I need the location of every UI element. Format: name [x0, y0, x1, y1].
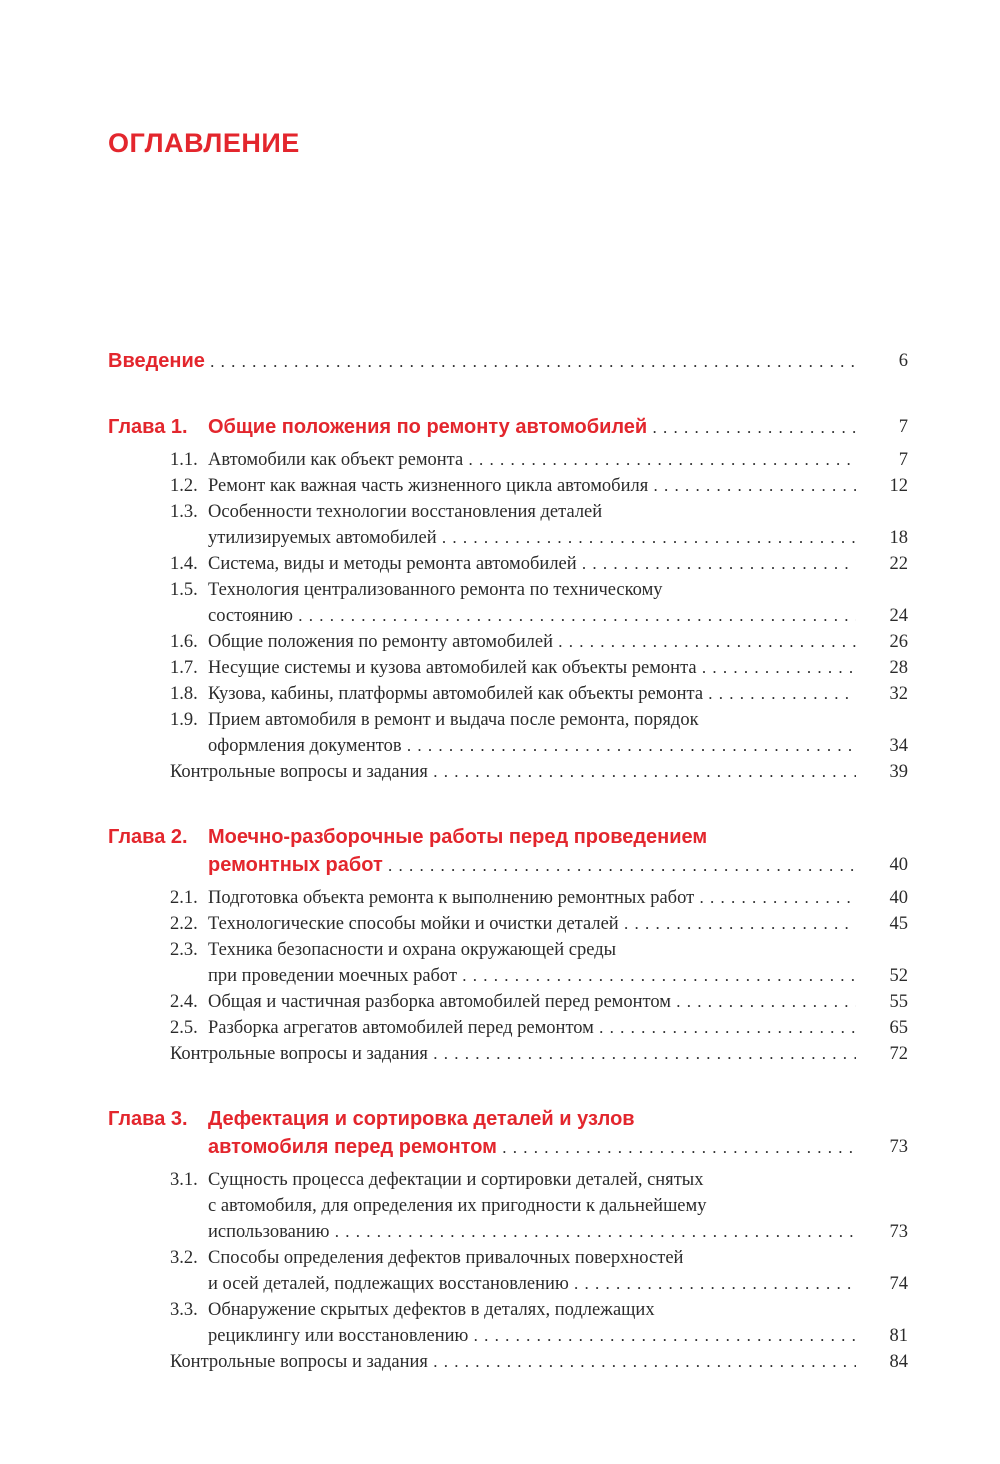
- page-number: 40: [889, 855, 908, 875]
- toc-section-3-3-label: рециклингу или восстановлению: [208, 1326, 469, 1346]
- page-number: 7: [898, 450, 908, 470]
- toc-section-1-3[interactable]: [108, 499, 908, 525]
- page-number: 45: [889, 914, 908, 934]
- toc-section-1-4-text: [108, 551, 856, 577]
- toc-chapter-3-label: Дефектация и сортировка деталей и узлов: [208, 1108, 635, 1130]
- toc-chapter-2-label: Моечно-разборочные работы перед проведением: [208, 826, 708, 848]
- toc-section-2-5[interactable]: [108, 1015, 908, 1041]
- spacer: [108, 375, 908, 413]
- toc-chapter-3[interactable]: [108, 1133, 908, 1161]
- toc-section-3-1-text: [108, 1193, 856, 1219]
- spacer: [108, 785, 908, 823]
- toc-section-3-3[interactable]: [108, 1297, 908, 1323]
- table-of-contents: [108, 347, 908, 1375]
- page-number: 12: [889, 476, 908, 496]
- page-number: 84: [889, 1352, 908, 1372]
- page-number: 74: [889, 1274, 908, 1294]
- toc-section-1-3-label: утилизируемых автомобилей: [208, 528, 437, 548]
- toc-section-2-1-label: Подготовка объекта ремонта к выполнению ремонтных работ: [208, 888, 695, 908]
- toc-section-1-9[interactable]: [108, 707, 908, 733]
- toc-intro-label: Введение: [108, 350, 205, 372]
- toc-section-2-1[interactable]: [108, 885, 908, 911]
- toc-section-2-3[interactable]: [108, 963, 908, 989]
- page-number: 39: [889, 762, 908, 782]
- page-number: 52: [889, 966, 908, 986]
- toc-section-2-2-number: 2.2.: [170, 914, 198, 934]
- toc-section-2-5-text: [108, 1015, 856, 1041]
- toc-intro[interactable]: [108, 347, 908, 375]
- toc-section-1-9-label: Прием автомобиля в ремонт и выдача после ремонта, порядок: [208, 710, 699, 730]
- toc-chapter-2[interactable]: [108, 823, 908, 851]
- page-number: 72: [889, 1044, 908, 1064]
- toc-questions-2-text: [108, 1041, 856, 1067]
- toc-section-1-7[interactable]: [108, 655, 908, 681]
- page-number: 55: [889, 992, 908, 1012]
- toc-section-1-3-number: 1.3.: [170, 502, 198, 522]
- toc-section-1-6[interactable]: [108, 629, 908, 655]
- toc-section-3-2-text: [108, 1271, 856, 1297]
- toc-section-1-5-text: [108, 603, 856, 629]
- toc-section-1-3-text: [108, 499, 856, 525]
- toc-questions-1-text: [108, 759, 856, 785]
- toc-section-2-4-number: 2.4.: [170, 992, 198, 1012]
- toc-section-3-2-text: [108, 1245, 856, 1271]
- toc-section-2-1-number: 2.1.: [170, 888, 198, 908]
- toc-section-1-8[interactable]: [108, 681, 908, 707]
- toc-chapter-3-text: [108, 1105, 856, 1133]
- toc-section-1-3-text: [108, 525, 856, 551]
- toc-section-1-2[interactable]: [108, 473, 908, 499]
- page-number: 22: [889, 554, 908, 574]
- toc-section-2-3[interactable]: [108, 937, 908, 963]
- toc-section-2-4-label: Общая и частичная разборка автомобилей перед ремонтом: [208, 992, 671, 1012]
- toc-chapter-1[interactable]: [108, 413, 908, 441]
- toc-section-2-5-label: Разборка агрегатов автомобилей перед ремонтом: [208, 1018, 594, 1038]
- toc-section-1-7-number: 1.7.: [170, 658, 198, 678]
- page-number: 65: [889, 1018, 908, 1038]
- page-number: 28: [889, 658, 908, 678]
- toc-section-1-6-label: Общие положения по ремонту автомобилей: [208, 632, 554, 652]
- toc-section-3-1-text: [108, 1167, 856, 1193]
- toc-section-3-2-label: и осей деталей, подлежащих восстановлению: [208, 1274, 569, 1294]
- toc-questions-2[interactable]: [108, 1041, 908, 1067]
- toc-section-1-9-number: 1.9.: [170, 710, 198, 730]
- toc-section-1-1-label: Автомобили как объект ремонта: [208, 450, 464, 470]
- toc-section-3-1-label: с автомобиля, для определения их пригодности к дальнейшему: [208, 1196, 707, 1216]
- toc-section-1-5-number: 1.5.: [170, 580, 198, 600]
- toc-section-1-6-text: [108, 629, 856, 655]
- page-number: 18: [889, 528, 908, 548]
- toc-section-1-7-text: [108, 655, 856, 681]
- toc-section-1-5[interactable]: [108, 603, 908, 629]
- toc-section-3-2[interactable]: [108, 1245, 908, 1271]
- toc-section-1-5[interactable]: [108, 577, 908, 603]
- toc-chapter-1-text: [108, 413, 856, 442]
- toc-section-1-9-text: [108, 733, 856, 759]
- toc-section-1-1[interactable]: [108, 447, 908, 473]
- toc-section-1-6-number: 1.6.: [170, 632, 198, 652]
- toc-section-3-3-text: [108, 1323, 856, 1349]
- toc-section-3-1-label: использованию: [208, 1222, 330, 1242]
- toc-chapter-2[interactable]: [108, 851, 908, 879]
- toc-section-1-8-label: Кузова, кабины, платформы автомобилей как объекты ремонта: [208, 684, 704, 704]
- page-number: 26: [889, 632, 908, 652]
- toc-section-2-2-label: Технологические способы мойки и очистки деталей: [208, 914, 619, 934]
- toc-section-1-5-text: [108, 577, 856, 603]
- toc-section-2-2[interactable]: [108, 911, 908, 937]
- toc-section-3-2-label: Способы определения дефектов привалочных поверхностей: [208, 1248, 684, 1268]
- page-number: 32: [889, 684, 908, 704]
- toc-chapter-2-label: ремонтных работ: [208, 854, 383, 876]
- toc-section-1-9[interactable]: [108, 733, 908, 759]
- page-number: 81: [889, 1326, 908, 1346]
- toc-chapter-3-text: [108, 1133, 856, 1162]
- toc-section-3-1[interactable]: [108, 1193, 908, 1219]
- toc-chapter-1-number: Глава 1.: [108, 416, 188, 438]
- toc-section-1-4[interactable]: [108, 551, 908, 577]
- toc-chapter-2-text: [108, 823, 856, 851]
- toc-questions-2-label: Контрольные вопросы и задания: [170, 1044, 428, 1064]
- toc-section-1-2-text: [108, 473, 856, 499]
- toc-section-3-1-label: Сущность процесса дефектации и сортировки деталей, снятых: [208, 1170, 704, 1190]
- toc-section-3-3-label: Обнаружение скрытых дефектов в деталях, подлежащих: [208, 1300, 655, 1320]
- toc-questions-3[interactable]: [108, 1349, 908, 1375]
- toc-chapter-1-label: Общие положения по ремонту автомобилей: [208, 416, 648, 438]
- toc-section-2-3-number: 2.3.: [170, 940, 198, 960]
- page-number: 7: [898, 417, 908, 437]
- toc-section-1-1-number: 1.1.: [170, 450, 198, 470]
- toc-section-1-2-label: Ремонт как важная часть жизненного цикла автомобиля: [208, 476, 649, 496]
- toc-section-2-5-number: 2.5.: [170, 1018, 198, 1038]
- toc-section-3-1[interactable]: [108, 1219, 908, 1245]
- toc-chapter-3-label: автомобиля перед ремонтом: [208, 1136, 497, 1158]
- toc-intro-text: [108, 347, 856, 376]
- toc-section-1-2-number: 1.2.: [170, 476, 198, 496]
- page-number: 6: [898, 351, 908, 371]
- toc-section-3-3-number: 3.3.: [170, 1300, 198, 1320]
- page-number: 24: [889, 606, 908, 626]
- toc-section-1-4-label: Система, виды и методы ремонта автомобилей: [208, 554, 577, 574]
- toc-section-2-4-text: [108, 989, 856, 1015]
- toc-section-1-8-text: [108, 681, 856, 707]
- toc-section-1-9-text: [108, 707, 856, 733]
- toc-chapter-2-text: [108, 851, 856, 880]
- toc-section-3-3-text: [108, 1297, 856, 1323]
- toc-questions-1[interactable]: [108, 759, 908, 785]
- toc-questions-1-label: Контрольные вопросы и задания: [170, 762, 428, 782]
- toc-section-3-1[interactable]: [108, 1167, 908, 1193]
- toc-chapter-3-number: Глава 3.: [108, 1108, 188, 1130]
- toc-section-2-3-label: Техника безопасности и охрана окружающей среды: [208, 940, 617, 960]
- toc-section-1-4-number: 1.4.: [170, 554, 198, 574]
- toc-questions-3-label: Контрольные вопросы и задания: [170, 1352, 428, 1372]
- toc-section-2-3-text: [108, 963, 856, 989]
- toc-section-3-1-text: [108, 1219, 856, 1245]
- spacer: [108, 1067, 908, 1105]
- toc-section-2-2-text: [108, 911, 856, 937]
- toc-section-3-2-number: 3.2.: [170, 1248, 198, 1268]
- page-number: 34: [889, 736, 908, 756]
- toc-section-1-8-number: 1.8.: [170, 684, 198, 704]
- toc-section-3-3[interactable]: [108, 1323, 908, 1349]
- toc-questions-3-text: [108, 1349, 856, 1375]
- page-number: 73: [889, 1137, 908, 1157]
- toc-section-2-3-label: при проведении моечных работ: [208, 966, 458, 986]
- toc-section-1-3-label: Особенности технологии восстановления деталей: [208, 502, 603, 522]
- toc-section-1-3[interactable]: [108, 525, 908, 551]
- page-number: 73: [889, 1222, 908, 1242]
- toc-section-2-3-text: [108, 937, 856, 963]
- toc-section-3-2[interactable]: [108, 1271, 908, 1297]
- toc-chapter-2-number: Глава 2.: [108, 826, 188, 848]
- toc-section-1-9-label: оформления документов: [208, 736, 402, 756]
- toc-section-2-4[interactable]: [108, 989, 908, 1015]
- toc-section-1-5-label: Технология централизованного ремонта по техническому: [208, 580, 663, 600]
- toc-section-3-1-number: 3.1.: [170, 1170, 198, 1190]
- toc-chapter-3[interactable]: [108, 1105, 908, 1133]
- toc-section-1-1-text: [108, 447, 856, 473]
- page-number: 40: [889, 888, 908, 908]
- toc-section-1-5-label: состоянию: [208, 606, 294, 626]
- toc-section-1-7-label: Несущие системы и кузова автомобилей как объекты ремонта: [208, 658, 697, 678]
- toc-section-2-1-text: [108, 885, 856, 911]
- page-title: ОГЛАВЛЕНИЕ: [108, 128, 300, 158]
